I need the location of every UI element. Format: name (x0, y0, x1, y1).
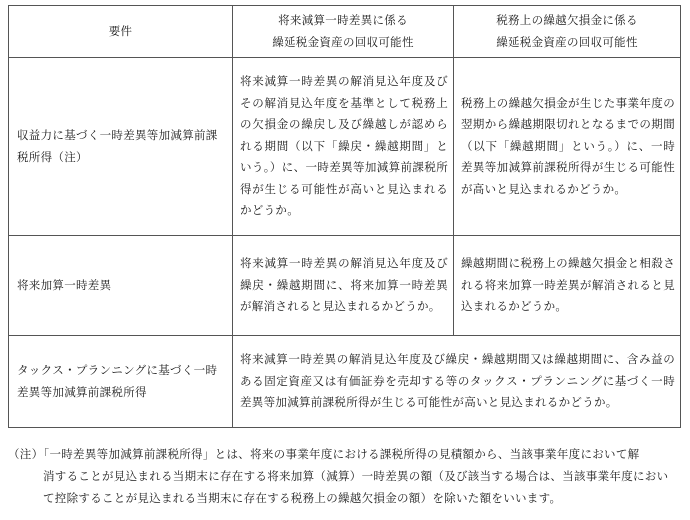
table-row (9, 336, 681, 428)
footnote-first-line: （注）「一時差異等加減算前課税所得」とは、将来の事業年度における課税所得の見積額から、当該事業年度において解 (8, 447, 640, 461)
header-requirement-label: 要件 (108, 23, 133, 38)
header-requirement (9, 6, 233, 58)
header-temporary-difference (233, 6, 454, 58)
header-temporary-difference-line2: 繰延税金資産の回収可能性 (272, 34, 414, 49)
loss-carryforward-cell: 税務上の繰越欠損金が生じた事業年度の翌期から繰越期限切れとなるまでの期間（以下「繰越期間」という。）に、一時差異等加減算前課税所得が生じる可能性が高いと見込まれるかどうか。 (454, 58, 681, 236)
temporary-difference-cell: 将来減算一時差異の解消見込年度及び繰戻・繰越期間に、将来加算一時差異が解消されると見込まれるかどうか。 (233, 236, 454, 336)
header-loss-carryforward-line2: 繰延税金資産の回収可能性 (496, 34, 638, 49)
requirement-cell: 将来加算一時差異 (9, 236, 233, 336)
requirement-cell: 収益力に基づく一時差異等加減算前課税所得（注） (9, 58, 233, 236)
header-temporary-difference-line1: 将来減算一時差異に係る (278, 13, 408, 27)
loss-carryforward-cell: 繰越期間に税務上の繰越欠損金と相殺される将来加算一時差異が解消されると見込まれるかどうか。 (454, 236, 681, 336)
merged-description-cell: 将来減算一時差異の解消見込年度及び繰戻・繰越期間又は繰越期間に、含み益のある固定資産又は有価証券を売却する等のタックス・プランニングに基づく一時差異等加減算前課税所得が生じる可能性が高いと見込まれるかどうか。 (233, 336, 681, 428)
header-loss-carryforward-line1: 税務上の繰越欠損金に係る (496, 13, 638, 27)
header-row (9, 6, 681, 58)
requirements-table (8, 5, 681, 428)
temporary-difference-cell: 将来減算一時差異の解消見込年度及びその解消見込年度を基準として税務上の欠損金の繰戻し及び繰越しが認められる期間（以下「繰戻・繰越期間」という。）に、一時差異等加減算前課税所得が生じる可能性が高いと見込まれるかどうか。 (233, 58, 454, 236)
header-loss-carryforward (454, 6, 681, 58)
table-row (9, 236, 681, 336)
table-row (9, 58, 681, 236)
requirement-cell: タックス・プランニングに基づく一時差異等加減算前課税所得 (9, 336, 233, 428)
footnote (8, 443, 680, 509)
footnote-continuation: 消することが見込まれる当期末に存在する将来加算（減算）一時差異の額（及び該当する場合は、当該事業年度において控除することが見込まれる当期末に存在する税務上の繰越欠損金の額）を除いた額をいいます。 (43, 469, 669, 505)
